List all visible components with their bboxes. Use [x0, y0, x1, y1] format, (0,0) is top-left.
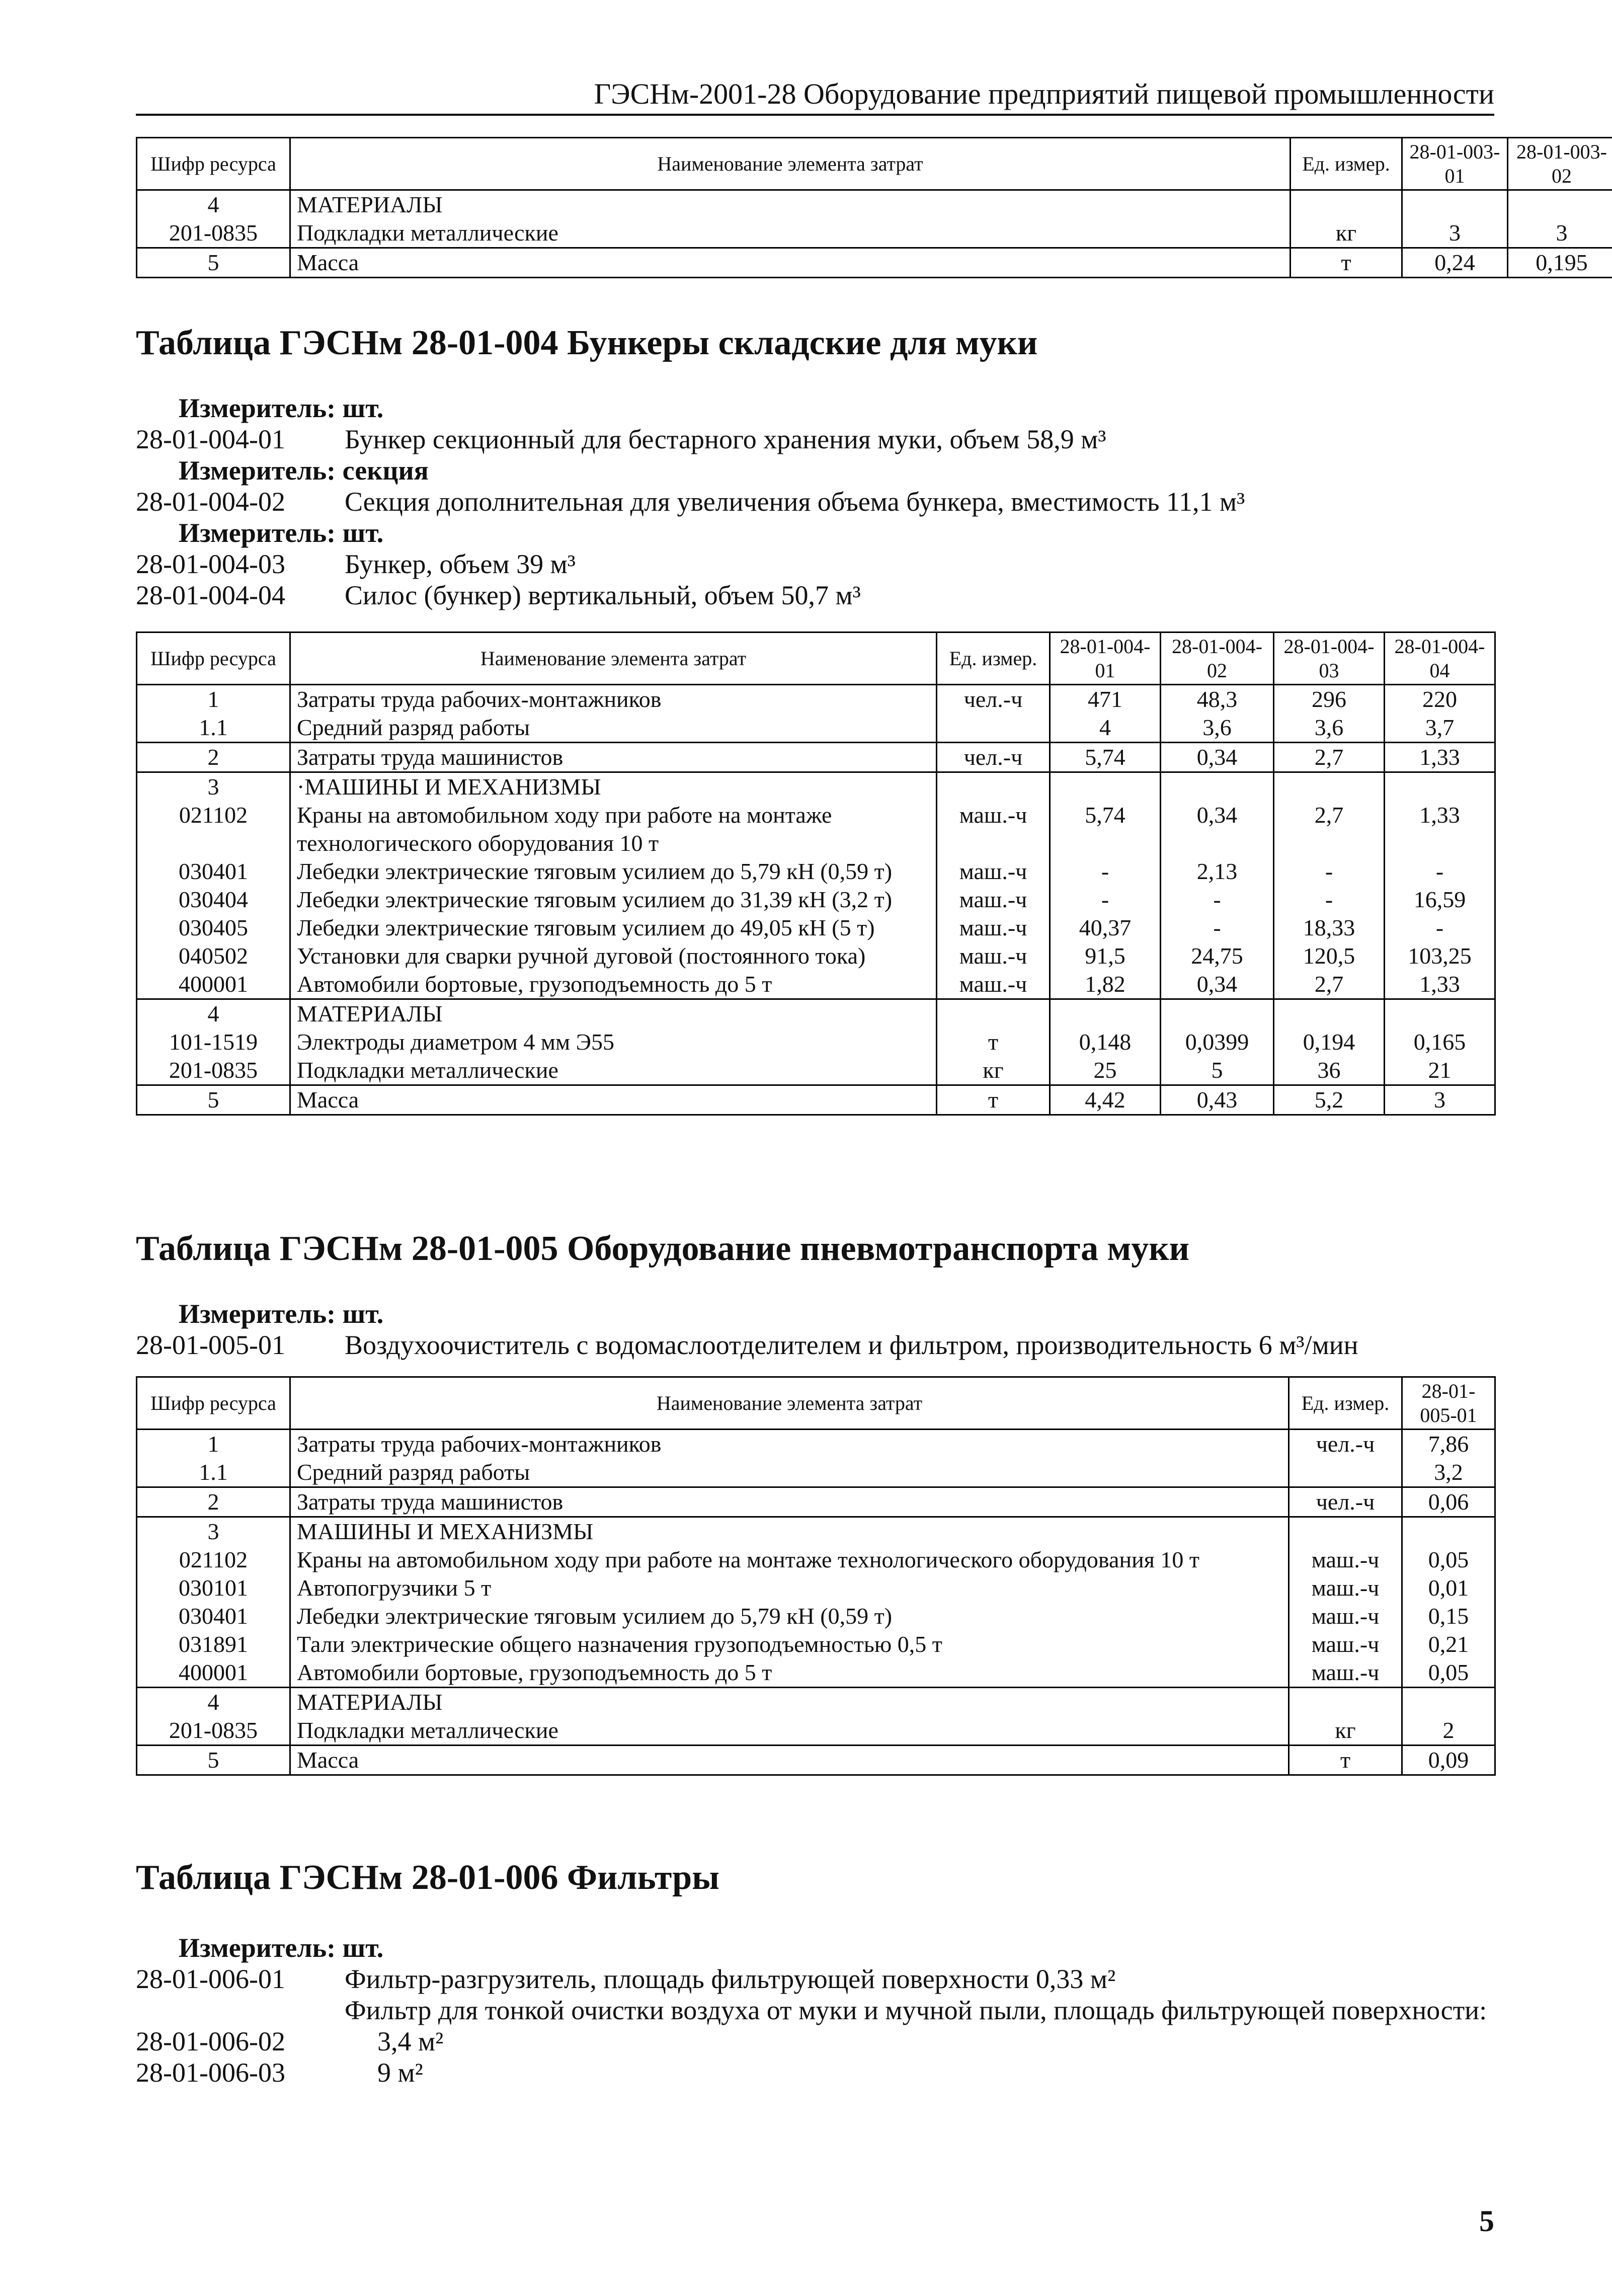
row-code: 400001: [137, 1658, 290, 1688]
row-name: МАТЕРИАЛЫ: [290, 1688, 1289, 1717]
row-unit: кг: [937, 1056, 1050, 1085]
row-name: Затраты труда машинистов: [290, 743, 937, 772]
row-value: 0,34: [1161, 801, 1274, 857]
row-name: Краны на автомобильном ходу при работе на монтаже технологического оборудования 10 т: [290, 1546, 1289, 1574]
row-value: [1402, 190, 1508, 219]
row-unit: [937, 772, 1050, 802]
table-row: [137, 1688, 1495, 1717]
resource-table: [136, 1376, 1496, 1776]
row-unit: чел.-ч: [937, 743, 1050, 772]
header-name: Наименование элемента затрат: [290, 632, 937, 685]
row-name: ·МАШИНЫ И МЕХАНИЗМЫ: [290, 772, 937, 802]
row-value: 36: [1274, 1056, 1385, 1085]
row-name: Подкладки металлические: [290, 1716, 1289, 1746]
header-norm-col: 28-01-005-01: [1402, 1377, 1495, 1430]
row-value: 0,34: [1161, 743, 1274, 772]
row-name: Краны на автомобильном ходу при работе на монтаже технологического оборудования 10 т: [290, 801, 937, 857]
row-value: 3,6: [1161, 714, 1274, 743]
row-value: 5,2: [1274, 1085, 1385, 1115]
row-value: 4: [1050, 714, 1161, 743]
row-code: 201-0835: [137, 219, 290, 248]
row-code: 3: [137, 1517, 290, 1546]
norm-code: 28-01-004-01: [136, 424, 285, 454]
row-unit: [937, 714, 1050, 743]
table-row: [137, 1574, 1495, 1602]
row-value: 0,09: [1402, 1746, 1495, 1775]
row-name: Электроды диаметром 4 мм Э55: [290, 1028, 937, 1056]
norm-desc: Силос (бункер) вертикальный, объем 50,7 м³: [345, 580, 861, 610]
row-value: 16,59: [1385, 886, 1495, 914]
row-code: 201-0835: [137, 1056, 290, 1085]
row-unit: маш.-ч: [1289, 1574, 1402, 1602]
row-unit: чел.-ч: [1289, 1430, 1402, 1459]
row-value: 18,33: [1274, 914, 1385, 942]
measure-label: Измеритель: шт.: [179, 393, 384, 423]
row-code: 021102: [137, 1546, 290, 1574]
row-value: 471: [1050, 685, 1161, 714]
row-name: Масса: [290, 248, 1291, 278]
row-value: 0,43: [1161, 1085, 1274, 1115]
norm-code: 28-01-004-03: [136, 549, 285, 579]
table-row: [137, 1658, 1495, 1688]
row-name: МАШИНЫ И МЕХАНИЗМЫ: [290, 1517, 1289, 1546]
table-row: [137, 999, 1495, 1028]
table-title-005: Таблица ГЭСНм 28-01-005 Оборудование пневмотранспорта муки: [136, 1229, 1189, 1268]
row-code: 2: [137, 743, 290, 772]
row-value: 296: [1274, 685, 1385, 714]
row-value: [1274, 999, 1385, 1028]
row-code: 5: [137, 1746, 290, 1775]
table-row: [137, 1630, 1495, 1658]
row-code: 030405: [137, 914, 290, 942]
row-value: 1,33: [1385, 743, 1495, 772]
row-unit: [1291, 190, 1402, 219]
row-value: 0,15: [1402, 1602, 1495, 1630]
table-row: [137, 714, 1495, 743]
row-code: 3: [137, 772, 290, 802]
row-code: 040502: [137, 942, 290, 970]
row-value: 25: [1050, 1056, 1161, 1085]
row-value: 48,3: [1161, 685, 1274, 714]
row-value: [1508, 190, 1612, 219]
norm-desc: Бункер секционный для бестарного хранения муки, объем 58,9 м³: [345, 424, 1106, 454]
row-name: Подкладки металлические: [290, 1056, 937, 1085]
row-unit: т: [937, 1085, 1050, 1115]
table-row: [137, 1056, 1495, 1085]
norm-intro: Фильтр для тонкой очистки воздуха от муки и мучной пыли, площадь фильтрующей поверхности:: [345, 1995, 1487, 2025]
row-unit: т: [1289, 1746, 1402, 1775]
row-value: 0,0399: [1161, 1028, 1274, 1056]
measure-label: Измеритель: шт.: [179, 1933, 384, 1963]
header-rule: [136, 114, 1494, 116]
row-value: 220: [1385, 685, 1495, 714]
row-name: МАТЕРИАЛЫ: [290, 999, 937, 1028]
row-value: 7,86: [1402, 1430, 1495, 1459]
row-code: 021102: [137, 801, 290, 857]
row-unit: кг: [1291, 219, 1402, 248]
row-value: [1274, 772, 1385, 802]
row-value: 1,33: [1385, 970, 1495, 999]
row-value: -: [1050, 857, 1161, 886]
row-value: 3: [1385, 1085, 1495, 1115]
norm-code: 28-01-006-01: [136, 1964, 285, 1994]
row-value: 0,195: [1508, 248, 1612, 278]
row-name: Лебедки электрические тяговым усилием до 31,39 кН (3,2 т): [290, 886, 937, 914]
row-unit: т: [1291, 248, 1402, 278]
norm-code: 28-01-004-04: [136, 580, 285, 610]
row-unit: маш.-ч: [1289, 1546, 1402, 1574]
table-row: [137, 685, 1495, 714]
header-norm-col: 28-01-004-03: [1274, 632, 1385, 685]
header-code: Шифр ресурса: [137, 1377, 290, 1430]
row-unit: чел.-ч: [937, 685, 1050, 714]
row-code: 1: [137, 1430, 290, 1459]
header-name: Наименование элемента затрат: [290, 138, 1291, 190]
table-row: [137, 1602, 1495, 1630]
row-value: [1161, 772, 1274, 802]
table-row: [137, 886, 1495, 914]
row-name: Подкладки металлические: [290, 219, 1291, 248]
row-value: 0,148: [1050, 1028, 1161, 1056]
row-name: МАТЕРИАЛЫ: [290, 190, 1291, 219]
row-value: 103,25: [1385, 942, 1495, 970]
measure-label: Измеритель: шт.: [179, 1299, 384, 1329]
row-unit: [937, 999, 1050, 1028]
row-value: 0,05: [1402, 1658, 1495, 1688]
row-unit: маш.-ч: [937, 857, 1050, 886]
row-code: 4: [137, 190, 290, 219]
row-unit: [1289, 1458, 1402, 1487]
table-row: [137, 190, 1612, 219]
table-row: [137, 1746, 1495, 1775]
page-number: 5: [1479, 2204, 1494, 2238]
row-code: 030401: [137, 857, 290, 886]
row-value: -: [1274, 857, 1385, 886]
row-code: 030401: [137, 1602, 290, 1630]
table-row: [137, 857, 1495, 886]
header-norm-col: 28-01-004-02: [1161, 632, 1274, 685]
row-value: -: [1050, 886, 1161, 914]
row-name: Масса: [290, 1746, 1289, 1775]
row-code: 5: [137, 1085, 290, 1115]
running-head: ГЭСНм-2001-28 Оборудование предприятий пищевой промышленности: [594, 77, 1494, 110]
header-norm-col: 28-01-003-01: [1402, 138, 1508, 190]
row-value: 2,13: [1161, 857, 1274, 886]
row-name: Затраты труда рабочих-монтажников: [290, 685, 937, 714]
row-name: Автомобили бортовые, грузоподъемность до 5 т: [290, 1658, 1289, 1688]
row-code: 4: [137, 999, 290, 1028]
norm-code: 28-01-006-02: [136, 2026, 285, 2056]
row-value: 0,01: [1402, 1574, 1495, 1602]
row-value: 3,7: [1385, 714, 1495, 743]
row-code: 101-1519: [137, 1028, 290, 1056]
row-unit: маш.-ч: [937, 970, 1050, 999]
header-unit: Ед. измер.: [937, 632, 1050, 685]
norm-code: 28-01-005-01: [136, 1330, 285, 1360]
row-unit: маш.-ч: [1289, 1630, 1402, 1658]
row-value: -: [1385, 914, 1495, 942]
row-value: 2: [1402, 1716, 1495, 1746]
row-value: [1050, 772, 1161, 802]
row-value: [1402, 1688, 1495, 1717]
row-code: 031891: [137, 1630, 290, 1658]
table-row: [137, 772, 1495, 802]
row-value: 0,165: [1385, 1028, 1495, 1056]
row-name: Масса: [290, 1085, 937, 1115]
table-row: [137, 1487, 1495, 1517]
row-unit: чел.-ч: [1289, 1487, 1402, 1517]
table-row: [137, 1716, 1495, 1746]
row-value: 5: [1161, 1056, 1274, 1085]
row-unit: маш.-ч: [937, 886, 1050, 914]
row-value: 4,42: [1050, 1085, 1161, 1115]
row-value: 0,06: [1402, 1487, 1495, 1517]
row-value: 5,74: [1050, 801, 1161, 857]
row-value: 91,5: [1050, 942, 1161, 970]
table-row: [137, 743, 1495, 772]
row-value: [1050, 999, 1161, 1028]
row-value: 1,82: [1050, 970, 1161, 999]
header-code: Шифр ресурса: [137, 138, 290, 190]
row-unit: [1289, 1517, 1402, 1546]
row-code: 201-0835: [137, 1716, 290, 1746]
row-name: Лебедки электрические тяговым усилием до 5,79 кН (0,59 т): [290, 1602, 1289, 1630]
measures-006: [136, 1932, 1494, 2088]
table-row: [137, 219, 1612, 248]
table-row: [137, 1546, 1495, 1574]
table-row: [137, 801, 1495, 857]
row-code: 5: [137, 248, 290, 278]
norm-desc: Бункер, объем 39 м³: [345, 549, 576, 579]
row-unit: маш.-ч: [1289, 1602, 1402, 1630]
row-value: -: [1385, 857, 1495, 886]
row-value: 0,24: [1402, 248, 1508, 278]
row-value: 3: [1508, 219, 1612, 248]
row-code: 2: [137, 1487, 290, 1517]
row-value: [1385, 999, 1495, 1028]
header-name: Наименование элемента затрат: [290, 1377, 1289, 1430]
measure-label: Измеритель: шт.: [179, 518, 384, 548]
norm-desc: 3,4 м²: [377, 2026, 444, 2056]
norm-desc: 9 м²: [377, 2057, 423, 2088]
row-name: Лебедки электрические тяговым усилием до 5,79 кН (0,59 т): [290, 857, 937, 886]
row-unit: т: [937, 1028, 1050, 1056]
row-value: 21: [1385, 1056, 1495, 1085]
row-value: 3,6: [1274, 714, 1385, 743]
row-name: Установки для сварки ручной дуговой (постоянного тока): [290, 942, 937, 970]
row-value: 120,5: [1274, 942, 1385, 970]
row-value: [1161, 999, 1274, 1028]
row-value: 2,7: [1274, 743, 1385, 772]
row-value: 24,75: [1161, 942, 1274, 970]
row-code: 400001: [137, 970, 290, 999]
row-value: -: [1161, 914, 1274, 942]
table-row: [137, 1517, 1495, 1546]
row-code: 030101: [137, 1574, 290, 1602]
table-row: [137, 942, 1495, 970]
row-name: Лебедки электрические тяговым усилием до 49,05 кН (5 т): [290, 914, 937, 942]
header-norm-col: 28-01-004-01: [1050, 632, 1161, 685]
row-code: 1.1: [137, 714, 290, 743]
table-row: [137, 1085, 1495, 1115]
table-row: [137, 970, 1495, 999]
row-name: Автомобили бортовые, грузоподъемность до 5 т: [290, 970, 937, 999]
norm-desc: Фильтр-разгрузитель, площадь фильтрующей поверхности 0,33 м²: [345, 1964, 1116, 1994]
row-name: Средний разряд работы: [290, 714, 937, 743]
row-unit: [1289, 1688, 1402, 1717]
row-value: 40,37: [1050, 914, 1161, 942]
row-unit: маш.-ч: [937, 801, 1050, 857]
row-value: 0,194: [1274, 1028, 1385, 1056]
row-value: [1402, 1517, 1495, 1546]
row-value: 3,2: [1402, 1458, 1495, 1487]
resource-table: [136, 137, 1612, 278]
header-norm-col: 28-01-004-04: [1385, 632, 1495, 685]
row-name: Тали электрические общего назначения грузоподъемностью 0,5 т: [290, 1630, 1289, 1658]
row-value: 0,34: [1161, 970, 1274, 999]
row-value: [1385, 772, 1495, 802]
header-code: Шифр ресурса: [137, 632, 290, 685]
row-value: 1,33: [1385, 801, 1495, 857]
row-name: Автопогрузчики 5 т: [290, 1574, 1289, 1602]
row-unit: маш.-ч: [1289, 1658, 1402, 1688]
row-code: 030404: [137, 886, 290, 914]
resource-table: [136, 631, 1496, 1116]
norm-code: 28-01-004-02: [136, 487, 285, 517]
row-value: 2,7: [1274, 801, 1385, 857]
table-row: [137, 1430, 1495, 1459]
norm-code: 28-01-006-03: [136, 2057, 285, 2088]
table-row: [137, 914, 1495, 942]
header-unit: Ед. измер.: [1289, 1377, 1402, 1430]
row-name: Затраты труда рабочих-монтажников: [290, 1430, 1289, 1459]
row-code: 4: [137, 1688, 290, 1717]
table-title-004: Таблица ГЭСНм 28-01-004 Бункеры складские для муки: [136, 324, 1038, 362]
row-name: Затраты труда машинистов: [290, 1487, 1289, 1517]
header-norm-col: 28-01-003-02: [1508, 138, 1612, 190]
measure-label: Измеритель: секция: [179, 455, 429, 486]
table-row: [137, 248, 1612, 278]
row-value: 2,7: [1274, 970, 1385, 999]
row-unit: маш.-ч: [937, 914, 1050, 942]
row-value: 0,21: [1402, 1630, 1495, 1658]
table-row: [137, 1028, 1495, 1056]
row-code: 1.1: [137, 1458, 290, 1487]
measures-005: [136, 1298, 1494, 1361]
norm-desc: Воздухоочиститель с водомаслоотделителем и фильтром, производительность 6 м³/мин: [345, 1330, 1358, 1360]
table-row: [137, 1458, 1495, 1487]
row-value: 0,05: [1402, 1546, 1495, 1574]
row-name: Средний разряд работы: [290, 1458, 1289, 1487]
row-value: -: [1161, 886, 1274, 914]
row-value: 5,74: [1050, 743, 1161, 772]
measures-004: [136, 392, 1494, 611]
table-title-006: Таблица ГЭСНм 28-01-006 Фильтры: [136, 1858, 719, 1897]
row-unit: маш.-ч: [937, 942, 1050, 970]
row-value: -: [1274, 886, 1385, 914]
row-code: 1: [137, 685, 290, 714]
row-unit: кг: [1289, 1716, 1402, 1746]
header-unit: Ед. измер.: [1291, 138, 1402, 190]
row-value: 3: [1402, 219, 1508, 248]
norm-desc: Секция дополнительная для увеличения объема бункера, вместимость 11,1 м³: [345, 487, 1245, 517]
